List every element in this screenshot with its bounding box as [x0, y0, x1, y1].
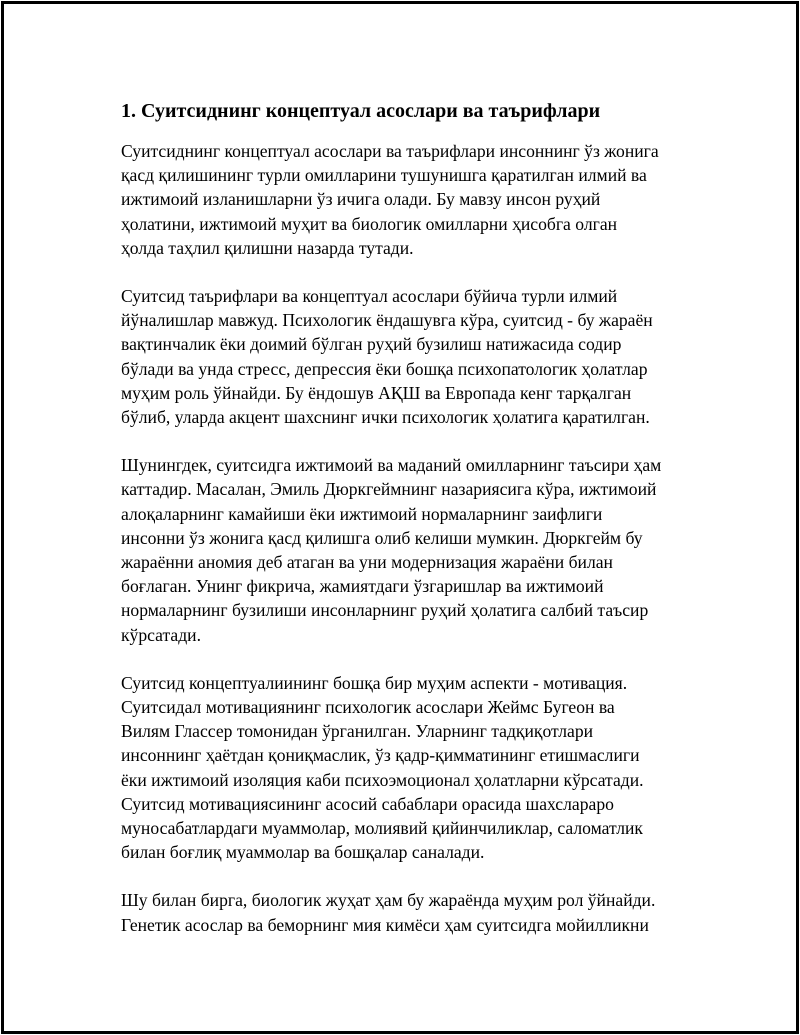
paragraph-1: Суитсиднинг концептуал асослари ва таърифлари инсоннинг ўз жонига қасд қилишининг турли омилларини тушунишга қаратилган илмий ва ижтимоий изланишларни ўз ичига олади. Бу мавзу инсон руҳий ҳолатини, ижтимоий муҳит ва биологик омилларни ҳисобга олган ҳолда таҳлил қилишни назарда тутади.: [121, 141, 659, 258]
document-body: [121, 96, 711, 961]
section-heading: 1. Суитсиднинг концептуал асослари ва таърифлари: [121, 100, 601, 122]
paragraph-2: Суитсид таърифлари ва концептуал асослари бўйича турли илмий йўналишлар мавжуд. Психологик ёндашувга кўра, суитсид - бу жараён вақтинчалик ёки доимий бўлган руҳий бузилиш натижасида содир бўлади ва унда стресс, депрессия ёки бошқа психопатологик ҳолатлар муҳим роль ўйнайди. Бу ёндошув АҚШ ва Европада кенг тарқалган бўлиб, уларда акцент шахснинг ички психологик ҳолатига қаратилган.: [121, 286, 653, 428]
page-frame: [1, 1, 799, 1034]
paragraph-5: Шу билан бирга, биологик жуҳат ҳам бу жараёнда муҳим рол ўйнайди. Генетик асослар ва беморнинг мия кимёси ҳам суитсидга мойилликни: [121, 890, 656, 935]
paragraph-4: Суитсид концептуалиининг бошқа бир муҳим аспекти - мотивация. Суитсидал мотивациянинг психологик асослари Жеймс Бугеон ва Вилям Глассер томонидан ўрганилган. Уларнинг тадқиқотлари инсоннинг ҳаётдан қониқмаслик, ўз қадр-қимматининг етишмаслиги ёки ижтимоий изоляция каби психоэмоционал ҳолатларни кўрсатади. Суитсид мотивациясининг асосий сабаблари орасида шахслараро муносабатлардаги муаммолар, молиявий қийинчиликлар, саломатлик билан боғлиқ муаммолар ва бошқалар саналади.: [121, 672, 644, 863]
paragraph-3: Шунингдек, суитсидга ижтимоий ва маданий омилларнинг таъсири ҳам каттадир. Масалан, Эмиль Дюркгеймнинг назариясига кўра, ижтимоий алоқаларнинг камайиши ёки ижтимоий нормаларнинг заифлиги инсонни ўз жонига қасд қилишга олиб келиши мумкин. Дюркгейм бу жараённи аномия деб атаган ва уни модернизация жараёни билан боғлаган. Унинг фикрича, жамиятдаги ўзгаришлар ва ижтимоий нормаларнинг бузилиши инсонларнинг руҳий ҳолатига салбий таъсир кўрсатади.: [121, 455, 662, 645]
